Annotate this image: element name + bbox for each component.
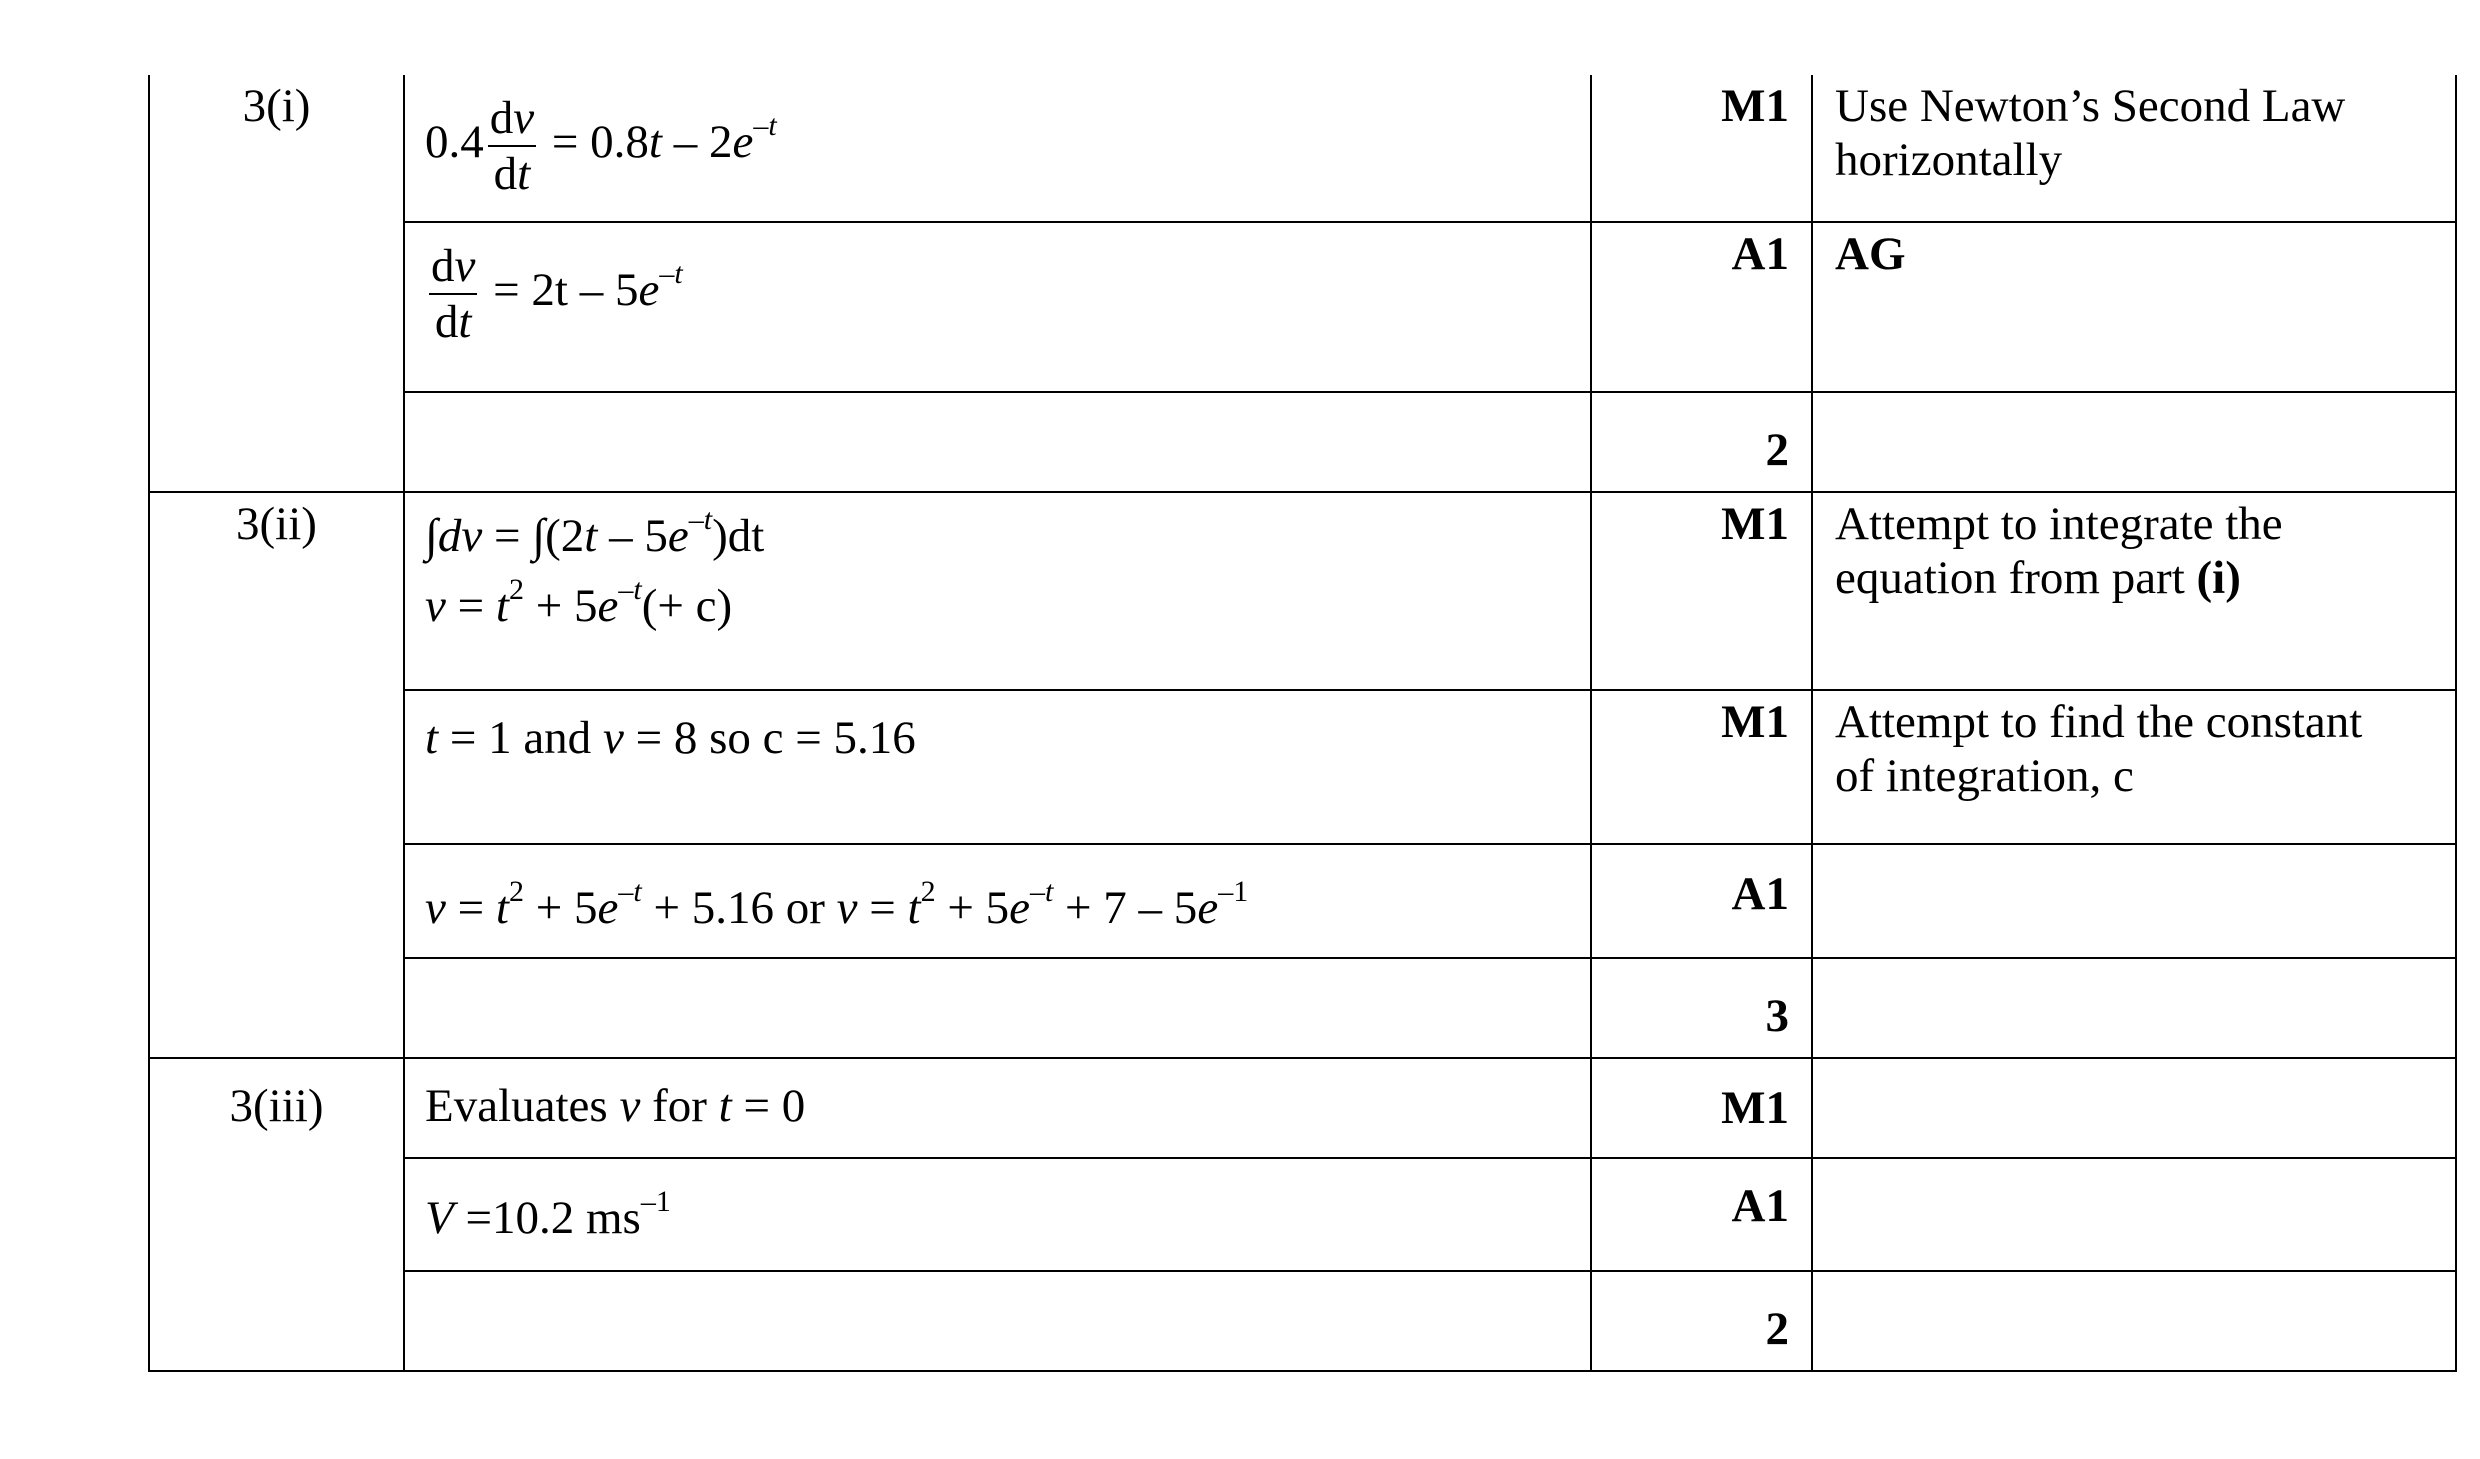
- mark-cell: M1: [1591, 690, 1812, 844]
- guidance-cell: [1812, 392, 2456, 492]
- answer-cell: [404, 392, 1591, 492]
- answer-formula: $\int dv = \int(2t - 5e^{-t})dt$: [425, 503, 765, 562]
- guidance-line: Attempt to integrate the: [1835, 498, 2283, 550]
- mark-cell: A1: [1591, 1158, 1812, 1271]
- answer-cell: [404, 1271, 1591, 1371]
- answer-formula: Evaluates v for t = 0: [425, 1080, 806, 1132]
- guidance-cell: [1812, 492, 2456, 690]
- mark-cell: M1: [1591, 75, 1812, 222]
- answer-formula: $\frac{dv}{dt}$ = $2t - 5e^{-t}$: [431, 240, 683, 349]
- guidance-line: equation from part (i): [1835, 552, 2241, 605]
- guidance-line: of integration, c: [1835, 750, 2134, 803]
- answer-formula: t = 1 and v = 8 so c = 5.16: [425, 712, 916, 764]
- total-mark-cell: 2: [1591, 1271, 1812, 1371]
- guidance-cell: [1812, 1158, 2456, 1271]
- question-number: 3(iii): [149, 1058, 404, 1371]
- part-reference: (i): [2196, 552, 2241, 605]
- mark-scheme-table: [148, 75, 2457, 1372]
- answer-formula: 0.4 $\frac{dv}{dt}$ = $0.8t - 2e^{-t}$: [425, 92, 777, 201]
- guidance-cell: [1812, 690, 2456, 844]
- answer-cell: [404, 222, 1591, 392]
- guidance-cell: [1812, 958, 2456, 1058]
- question-number: 3(i): [149, 75, 404, 492]
- table-row: [149, 958, 2456, 1058]
- guidance-cell: [1812, 1058, 2456, 1158]
- question-number: 3(ii): [149, 492, 404, 1058]
- answer-cell: [404, 1158, 1591, 1271]
- table-row: [149, 1058, 2456, 1158]
- guidance-cell: [1812, 75, 2456, 222]
- guidance-cell: [1812, 222, 2456, 392]
- table-row: [149, 690, 2456, 844]
- answer-cell: [404, 75, 1591, 222]
- table-row: [149, 75, 2456, 222]
- answer-formula: $v = t^2 + 5e^{-t} + 5.16$ or $v = t^2 + 5e^{-t} + 7 - 5e^{-1}$: [425, 875, 1249, 934]
- mark-cell: A1: [1591, 844, 1812, 958]
- answer-cell: [404, 844, 1591, 958]
- answer-cell: [404, 492, 1591, 690]
- guidance-cell: [1812, 844, 2456, 958]
- guidance-line: Attempt to find the constant: [1835, 696, 2363, 748]
- guidance-line: AG: [1835, 228, 1906, 280]
- guidance-cell: [1812, 1271, 2456, 1371]
- mark-cell: M1: [1591, 1058, 1812, 1158]
- table-row: [149, 1271, 2456, 1371]
- total-mark-cell: 2: [1591, 392, 1812, 492]
- mark-cell: M1: [1591, 492, 1812, 690]
- table-row: [149, 392, 2456, 492]
- answer-cell: [404, 1058, 1591, 1158]
- table-row: [149, 1158, 2456, 1271]
- guidance-line: horizontally: [1835, 134, 2063, 187]
- answer-formula: $v = t^2 + 5e^{-t}(+ c)$: [425, 573, 733, 633]
- total-mark-cell: 3: [1591, 958, 1812, 1058]
- table-row: [149, 222, 2456, 392]
- answer-cell: [404, 958, 1591, 1058]
- answer-cell: [404, 690, 1591, 844]
- answer-formula: V =10.2 $ms^{-1}$: [425, 1185, 671, 1244]
- guidance-line: Use Newton’s Second Law: [1835, 80, 2346, 132]
- table-row: [149, 844, 2456, 958]
- table-row: [149, 492, 2456, 690]
- mark-cell: A1: [1591, 222, 1812, 392]
